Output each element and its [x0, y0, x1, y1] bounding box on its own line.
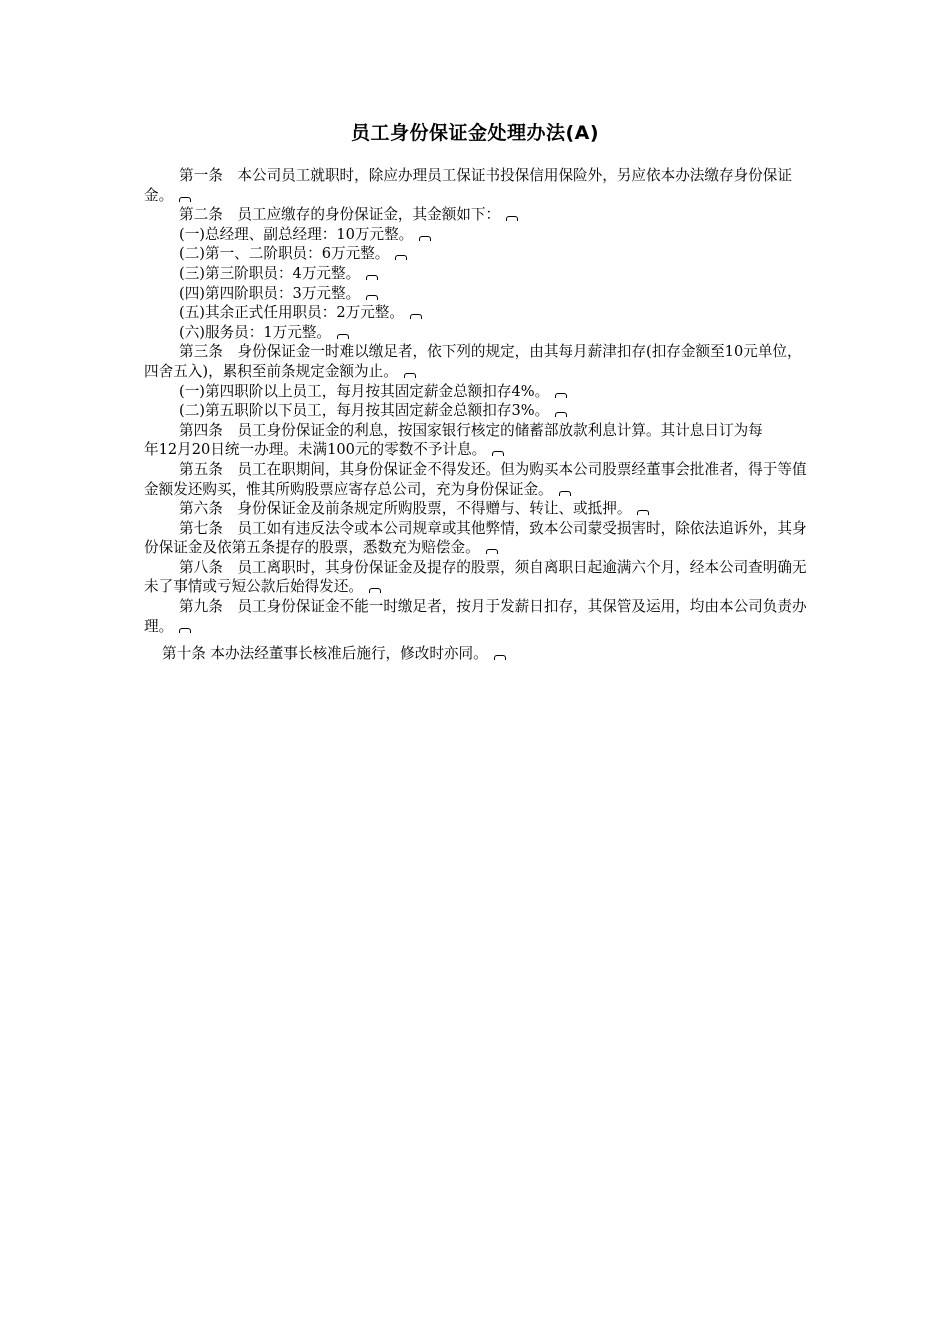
paragraph-mark-icon: [419, 236, 431, 241]
paragraph-mark-icon: [486, 549, 498, 554]
list-item: (五)其余正式任用职员：2万元整。: [144, 303, 812, 323]
paragraph-mark-icon: [492, 451, 504, 456]
list-item: (一)第四职阶以上员工，每月按其固定薪金总额扣存4%。: [144, 382, 812, 402]
paragraph-mark-icon: [179, 197, 191, 202]
paragraph-mark-icon: [559, 491, 571, 496]
article-6: 第六条 身份保证金及前条规定所购股票，不得赠与、转让、或抵押。: [144, 499, 812, 519]
paragraph-mark-icon: [366, 295, 378, 300]
paragraph-mark-icon: [395, 255, 407, 260]
list-item: (一)总经理、副总经理：10万元整。: [144, 225, 812, 245]
list-item: (六)服务员：1万元整。: [144, 323, 812, 343]
article-4: 第四条 员工身份保证金的利息，按国家银行核定的储蓄部放款利息计算。其计息日订为每: [179, 421, 763, 439]
article-5: 第五条 员工在职期间，其身份保证金不得发还。但为购买本公司股票经董事会批准者，得于等值金额发还购买，惟其所购股票应寄存总公司，充为身份保证金。: [144, 460, 807, 498]
list-item: (三)第三阶职员：4万元整。: [144, 264, 812, 284]
list-item: (二)第五职阶以下员工，每月按其固定薪金总额扣存3%。: [144, 401, 812, 421]
paragraph-mark-icon: [555, 412, 567, 417]
list-item: (二)第一、二阶职员：6万元整。: [144, 244, 812, 264]
paragraph-mark-icon: [410, 314, 422, 319]
article-9: 第九条 员工身份保证金不能一时缴足者，按月于发薪日扣存，其保管及运用，均由本公司负责办理。: [144, 598, 807, 635]
document-body: [144, 166, 812, 664]
article-2: 第二条 员工应缴存的身份保证金，其金额如下：: [144, 205, 812, 225]
paragraph-mark-icon: [369, 588, 381, 593]
article-4-continued: 年12月20日统一办理。未满100元的零数不予计息。: [144, 440, 812, 460]
article-3: 第三条 身份保证金一时难以缴足者，依下列的规定，由其每月薪津扣存(扣存金额至10元单位，四舍五入)，累积至前条规定金额为止。: [144, 343, 802, 380]
article-1: 第一条 本公司员工就职时，除应办理员工保证书投保信用保险外，另应依本办法缴存身份保证金。: [144, 167, 792, 204]
list-item: (四)第四阶职员：3万元整。: [144, 284, 812, 304]
paragraph-mark-icon: [179, 628, 191, 633]
paragraph-mark-icon: [494, 655, 506, 660]
paragraph-mark-icon: [555, 393, 567, 398]
paragraph-mark-icon: [637, 510, 649, 515]
document-title: 员工身份保证金处理办法(A): [350, 122, 600, 144]
paragraph-mark-icon: [404, 373, 416, 378]
paragraph-mark-icon: [366, 275, 378, 280]
article-8: 第八条 员工离职时，其身份保证金及提存的股票，须自离职日起逾满六个月，经本公司查明确无未了事情或亏短公款后始得发还。: [144, 558, 807, 596]
article-7: 第七条 员工如有违反法令或本公司规章或其他弊情，致本公司蒙受损害时，除依法追诉外，其身份保证金及依第五条提存的股票，悉数充为赔偿金。: [144, 519, 807, 557]
paragraph-mark-icon: [506, 216, 518, 221]
article-10: 第十条 本办法经董事长核准后施行，修改时亦同。: [144, 644, 812, 664]
paragraph-mark-icon: [337, 334, 349, 339]
